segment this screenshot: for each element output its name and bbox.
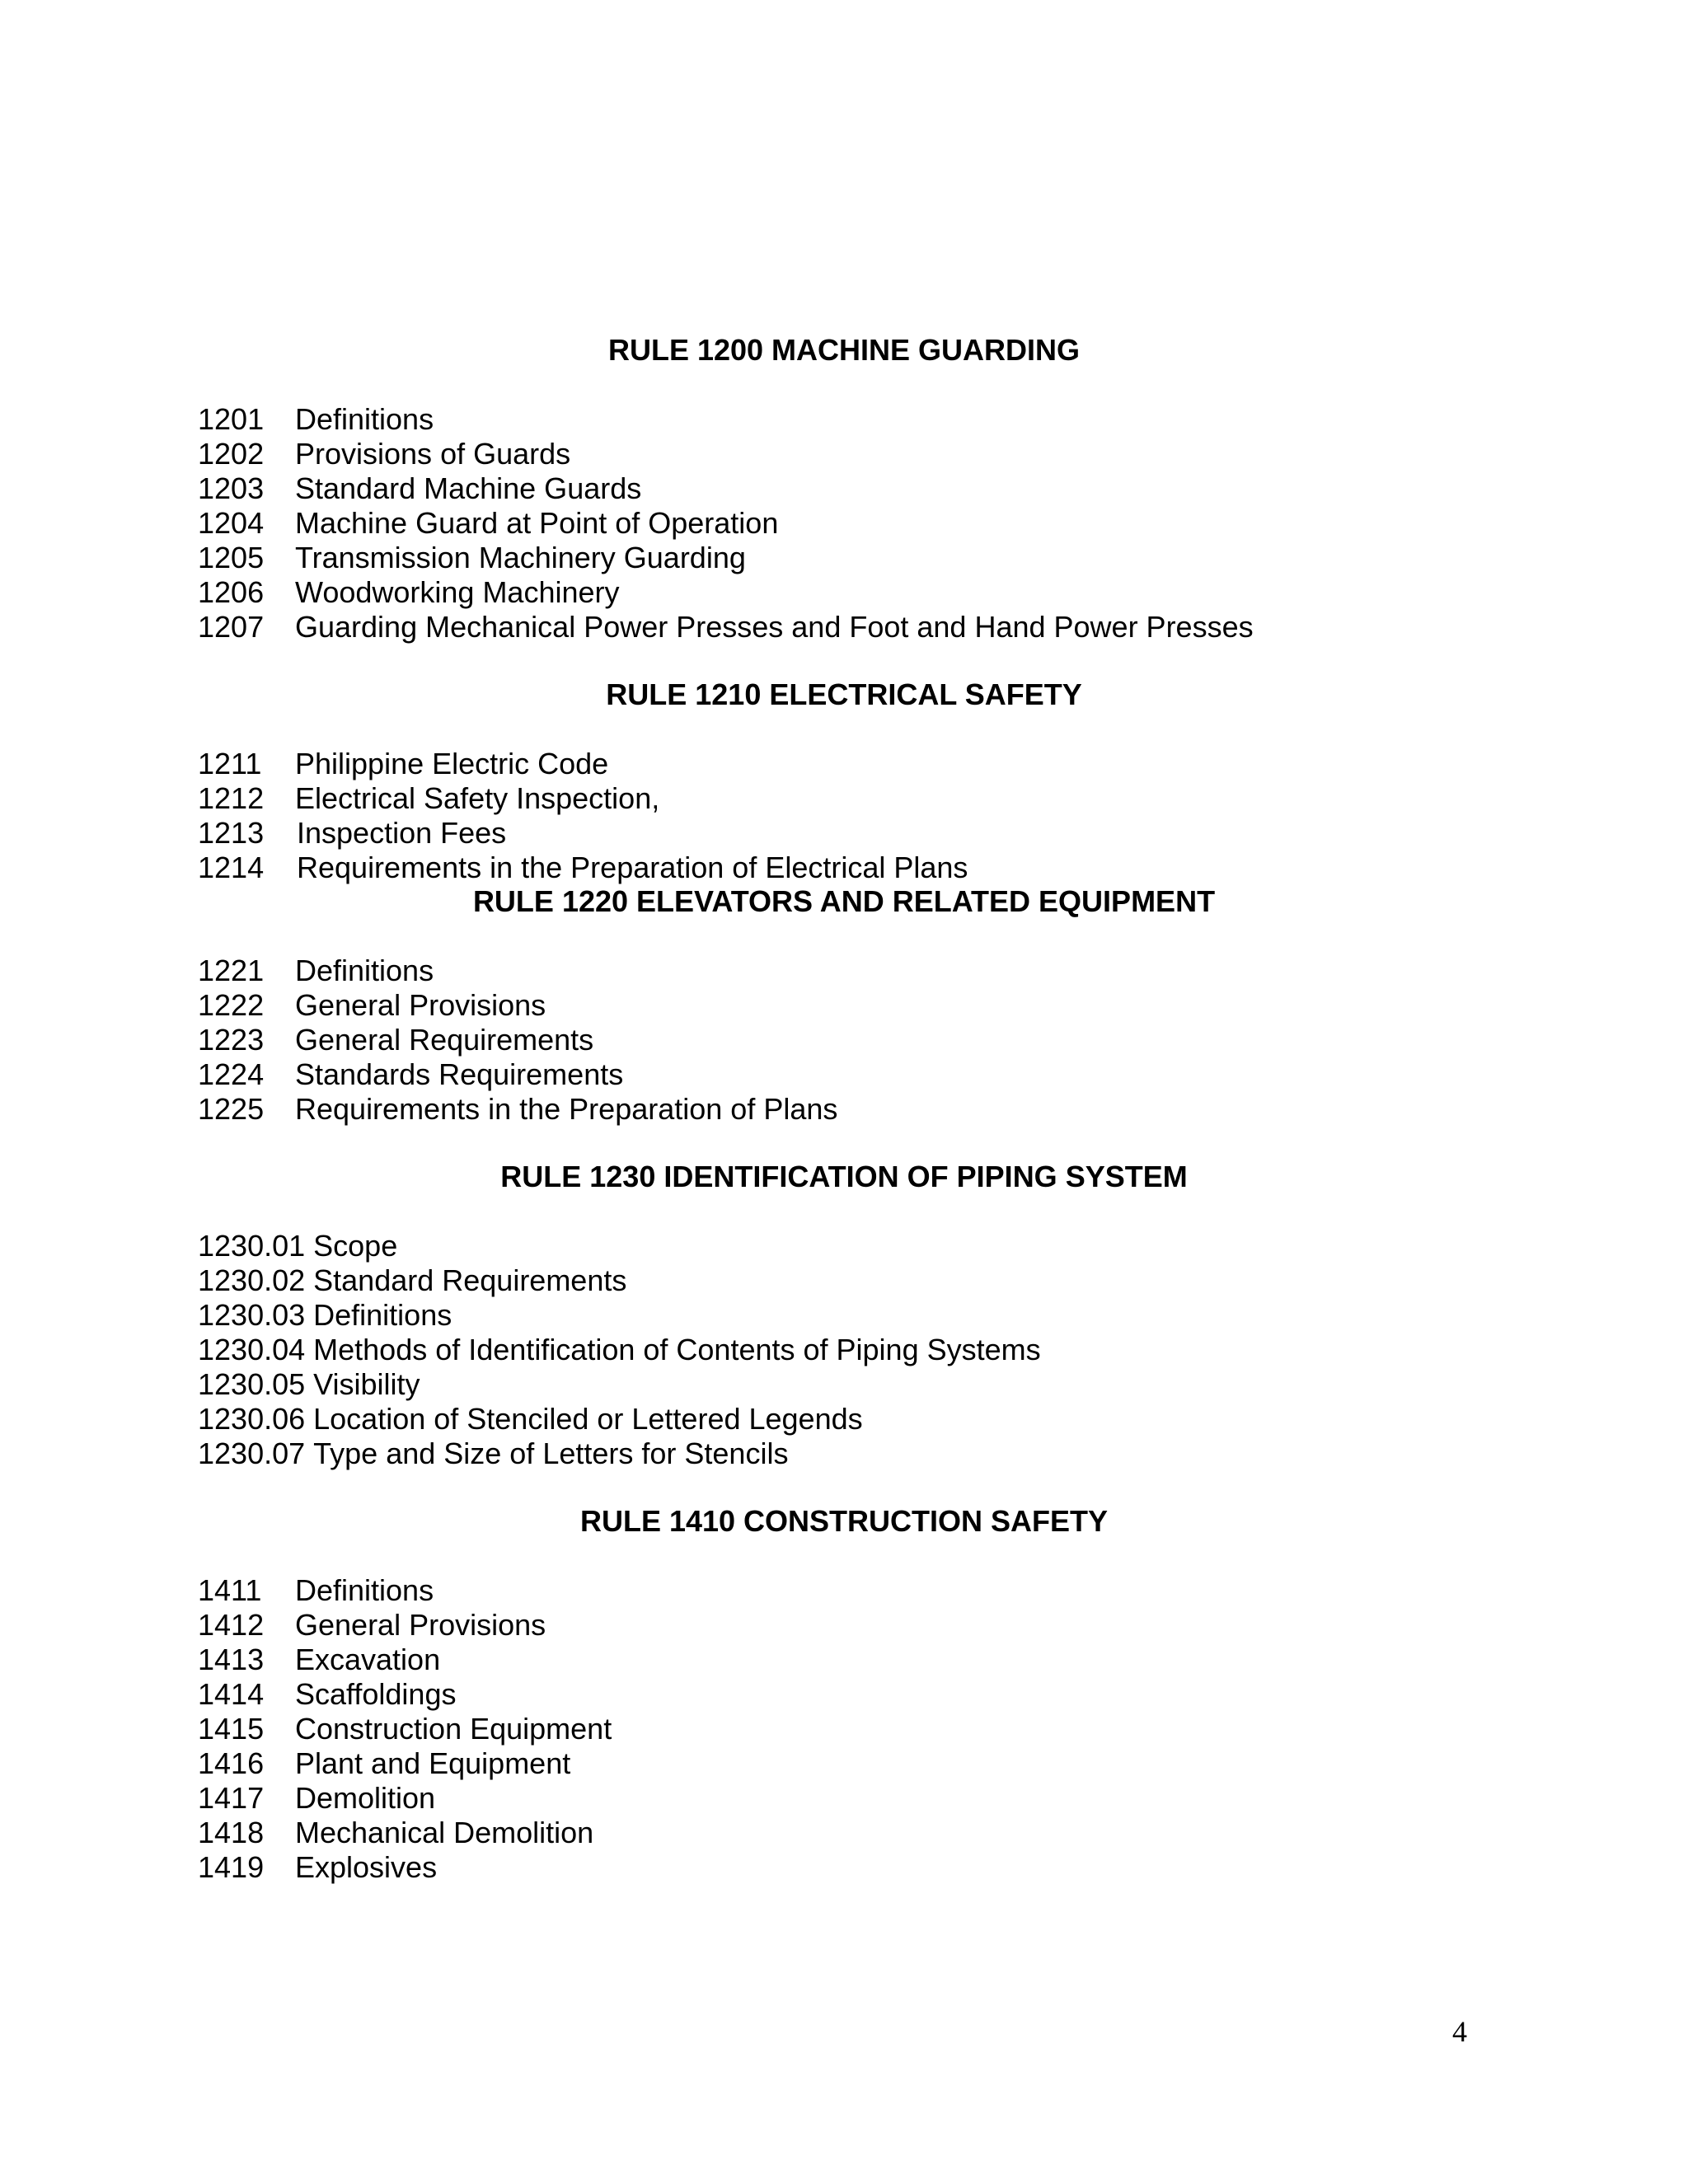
item-number: 1230.05 xyxy=(198,1367,306,1401)
list-item xyxy=(198,1850,437,1885)
item-number: 1214 xyxy=(198,851,265,884)
item-title: Demolition xyxy=(295,1781,436,1815)
item-title: Scaffoldings xyxy=(295,1677,457,1711)
item-number: 1212 xyxy=(198,781,265,815)
item-number: 1224 xyxy=(198,1057,265,1091)
list-item xyxy=(198,954,434,988)
item-title: Standard Machine Guards xyxy=(295,471,642,505)
item-number: 1416 xyxy=(198,1746,265,1780)
item-title: Provisions of Guards xyxy=(295,437,571,471)
item-number: 1415 xyxy=(198,1712,265,1746)
list-item xyxy=(198,1333,1041,1367)
list-item xyxy=(198,1092,837,1127)
list-item xyxy=(198,851,968,885)
list-item xyxy=(198,1229,397,1263)
page-number: 4 xyxy=(1452,2015,1467,2048)
item-number: 1225 xyxy=(198,1092,265,1126)
list-item xyxy=(198,1023,593,1057)
item-title: Explosives xyxy=(295,1850,438,1884)
list-item xyxy=(198,541,746,575)
item-number: 1411 xyxy=(198,1573,262,1607)
item-title: General Requirements xyxy=(295,1023,594,1057)
list-item xyxy=(198,1781,435,1816)
item-number: 1414 xyxy=(198,1677,265,1711)
item-title: Requirements in the Preparation of Electrical Plans xyxy=(297,851,968,884)
item-number: 1230.06 xyxy=(198,1402,306,1436)
list-item xyxy=(198,1608,546,1643)
list-item xyxy=(198,437,570,471)
list-item xyxy=(198,1298,452,1333)
item-title: Definitions xyxy=(313,1298,452,1332)
item-title: Definitions xyxy=(295,954,434,987)
item-title: Machine Guard at Point of Operation xyxy=(295,506,779,540)
section-heading-1200: RULE 1200 MACHINE GUARDING xyxy=(607,333,1081,367)
item-title: Methods of Identification of Contents of Piping Systems xyxy=(313,1333,1041,1366)
item-title: Inspection Fees xyxy=(297,816,507,850)
item-title: Transmission Machinery Guarding xyxy=(295,541,746,574)
list-item xyxy=(198,1816,593,1850)
list-item xyxy=(198,1263,626,1298)
item-title: Definitions xyxy=(295,402,434,436)
list-item xyxy=(198,1712,612,1746)
item-number: 1201 xyxy=(198,402,265,436)
list-item xyxy=(198,1677,456,1712)
item-number: 1230.01 xyxy=(198,1229,306,1263)
section-heading-1220: RULE 1220 ELEVATORS AND RELATED EQUIPMENT xyxy=(472,884,1216,918)
list-item xyxy=(198,1746,570,1781)
item-number: 1203 xyxy=(198,471,265,505)
item-number: 1211 xyxy=(198,747,262,780)
item-number: 1418 xyxy=(198,1816,265,1849)
item-number: 1206 xyxy=(198,575,265,609)
list-item xyxy=(198,610,1254,644)
item-title: Standard Requirements xyxy=(313,1263,627,1297)
list-item xyxy=(198,575,620,610)
item-title: Plant and Equipment xyxy=(295,1746,571,1780)
list-item xyxy=(198,402,434,437)
list-item xyxy=(198,471,641,506)
section-heading-1410: RULE 1410 CONSTRUCTION SAFETY xyxy=(579,1504,1109,1538)
item-title: Standards Requirements xyxy=(295,1057,624,1091)
item-number: 1230.02 xyxy=(198,1263,306,1297)
item-number: 1223 xyxy=(198,1023,265,1057)
item-number: 1204 xyxy=(198,506,265,540)
item-title: Type and Size of Letters for Stencils xyxy=(313,1436,789,1470)
item-number: 1412 xyxy=(198,1608,265,1642)
item-number: 1213 xyxy=(198,816,265,850)
item-number: 1230.04 xyxy=(198,1333,306,1366)
list-item xyxy=(198,1367,420,1402)
list-item xyxy=(198,988,546,1023)
item-number: 1419 xyxy=(198,1850,265,1884)
item-number: 1230.07 xyxy=(198,1436,306,1470)
item-number: 1207 xyxy=(198,610,265,644)
list-item xyxy=(198,816,506,851)
item-number: 1413 xyxy=(198,1643,265,1676)
list-item xyxy=(198,1057,623,1092)
item-title: Philippine Electric Code xyxy=(295,747,609,780)
list-item xyxy=(198,1643,440,1677)
item-title: Excavation xyxy=(295,1643,441,1676)
item-title: Requirements in the Preparation of Plans xyxy=(295,1092,838,1126)
item-title: Visibility xyxy=(313,1367,420,1401)
item-number: 1221 xyxy=(198,954,265,987)
section-heading-1230: RULE 1230 IDENTIFICATION OF PIPING SYSTEM xyxy=(500,1160,1188,1193)
item-number: 1222 xyxy=(198,988,265,1022)
item-title: Guarding Mechanical Power Presses and Foot and Hand Power Presses xyxy=(295,610,1254,644)
item-title: Location of Stenciled or Lettered Legends xyxy=(313,1402,863,1436)
item-number: 1417 xyxy=(198,1781,265,1815)
list-item xyxy=(198,747,608,781)
item-title: Mechanical Demolition xyxy=(295,1816,594,1849)
item-number: 1205 xyxy=(198,541,265,574)
item-title: Construction Equipment xyxy=(295,1712,612,1746)
list-item xyxy=(198,1573,434,1608)
list-item xyxy=(198,506,778,541)
item-number: 1202 xyxy=(198,437,265,471)
item-title: Electrical Safety Inspection, xyxy=(295,781,660,815)
item-title: Woodworking Machinery xyxy=(295,575,620,609)
item-title: General Provisions xyxy=(295,988,546,1022)
item-title: Scope xyxy=(313,1229,398,1263)
list-item xyxy=(198,1436,788,1471)
item-number: 1230.03 xyxy=(198,1298,306,1332)
section-heading-1210: RULE 1210 ELECTRICAL SAFETY xyxy=(606,677,1082,711)
list-item xyxy=(198,1402,863,1436)
item-title: Definitions xyxy=(295,1573,434,1607)
list-item xyxy=(198,781,659,816)
item-title: General Provisions xyxy=(295,1608,546,1642)
